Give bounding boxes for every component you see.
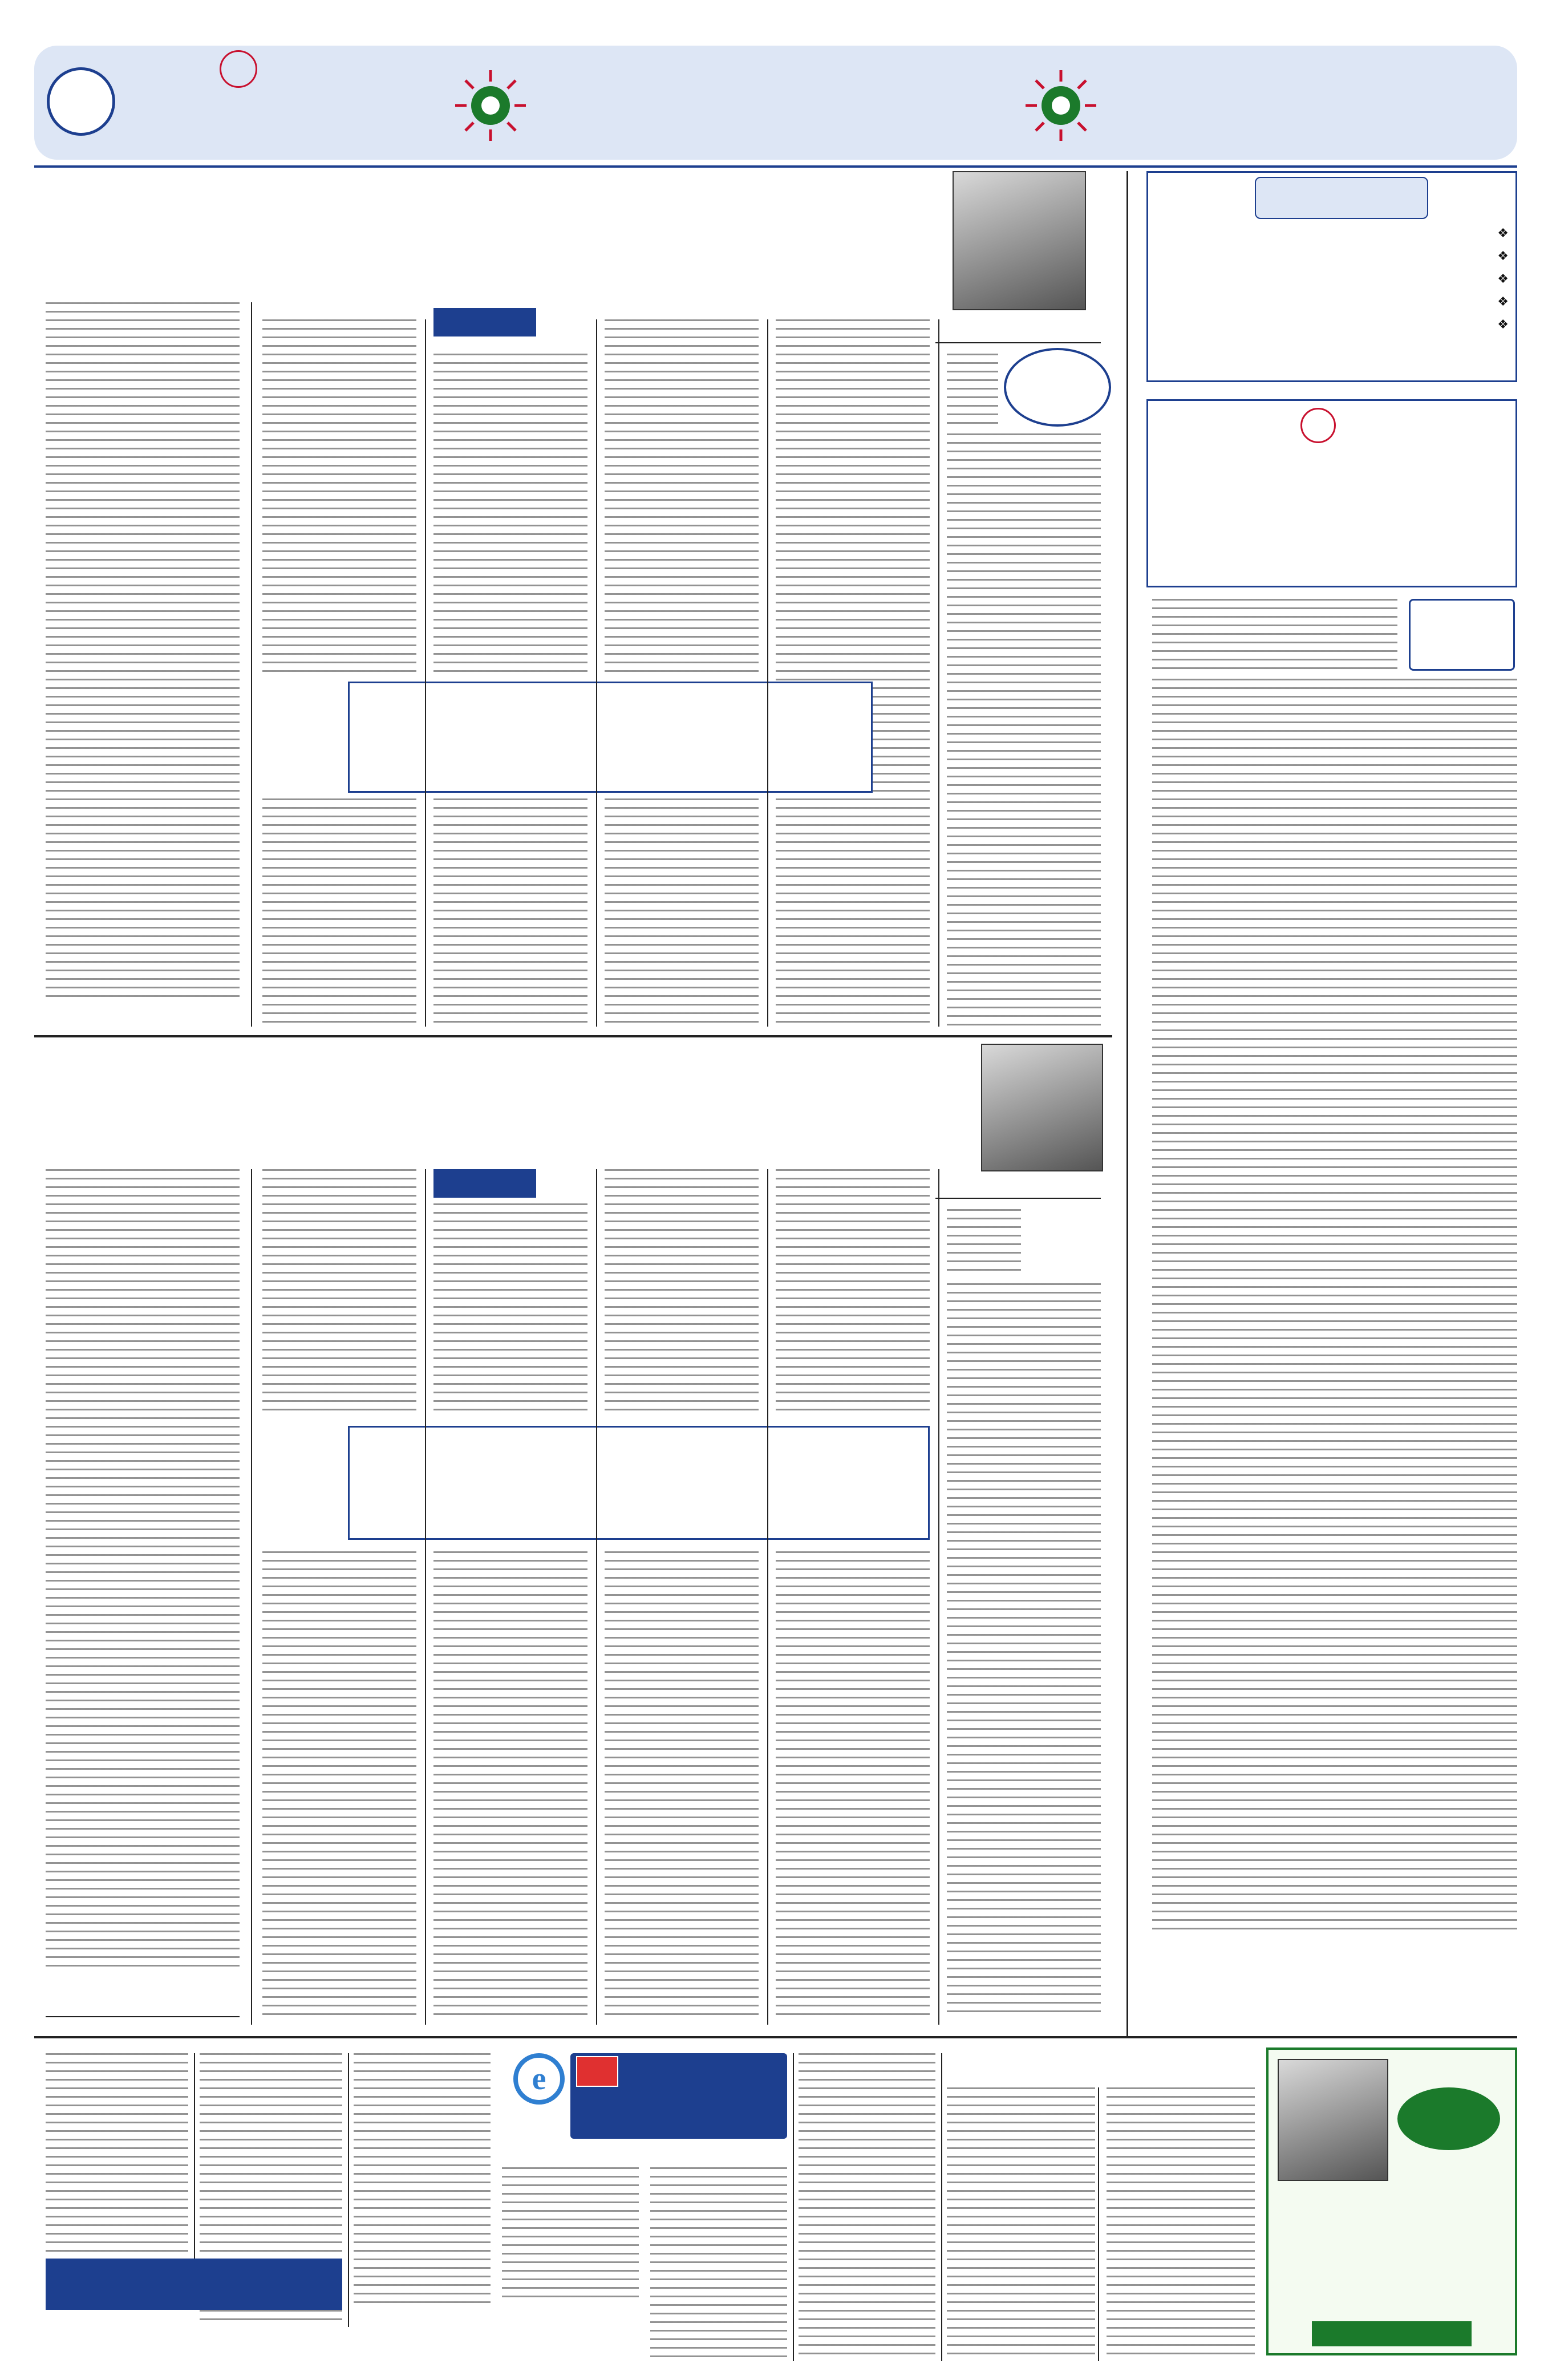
masthead-logo (143, 50, 331, 159)
article1-col-5b (262, 798, 416, 1027)
article2-col-5 (262, 1169, 416, 1414)
sun-ornament-right (1021, 66, 1101, 145)
qirtas-title (1158, 513, 1506, 576)
article1-col-1 (947, 433, 1101, 1027)
col-rule (348, 2053, 349, 2327)
poet-name (1312, 2321, 1472, 2346)
letter-col-2 (502, 2167, 639, 2298)
col-rule (938, 319, 939, 1027)
aqwal-title (1255, 177, 1428, 219)
article2-col-4b (433, 1551, 587, 2019)
masthead-divider (34, 165, 1517, 168)
col-rule (941, 2053, 942, 2361)
article1-col-6 (46, 302, 240, 1004)
letter-col-1 (650, 2167, 787, 2361)
author-rule (935, 1198, 1101, 1199)
article1-pull-quote (348, 682, 873, 793)
article2-col-3b (605, 1551, 759, 2019)
muslim-col-1 (1107, 2087, 1255, 2361)
article2-pull-quote (348, 1426, 930, 1540)
sidebar-text (1152, 679, 1517, 1933)
news-note-box (46, 2259, 342, 2310)
article1-col-3 (605, 319, 759, 673)
sidebar-text (1152, 599, 1397, 673)
article1-tag-dotok (433, 308, 536, 336)
author-photo-jawed (981, 1044, 1103, 1171)
article2-col-4 (433, 1203, 587, 1414)
article2-col-5b (262, 1551, 416, 2019)
article1-dropcap-palestine (1004, 348, 1111, 427)
col-rule (1098, 2087, 1099, 2361)
col-rule (767, 1169, 768, 2025)
col-rule (425, 319, 426, 1027)
col-rule (793, 2053, 794, 2361)
author-photo-hanif (953, 171, 1086, 310)
aqwal-item: ❖ (1497, 295, 1509, 309)
article2-col-1 (947, 1283, 1101, 2019)
poet-photo (1278, 2059, 1388, 2181)
col-rule (596, 1169, 597, 2025)
col-rule (194, 2053, 195, 2259)
article2-email (46, 2016, 240, 2020)
bottom-divider (34, 2036, 1517, 2038)
col-rule (596, 319, 597, 1027)
sidebar-logo-badge (1300, 408, 1336, 443)
sidebar-rule (1126, 171, 1128, 2036)
letter-col-3 (354, 2053, 491, 2304)
section-title-ur (1135, 57, 1500, 143)
author-rule (935, 342, 1101, 343)
aqwal-list (1155, 225, 1509, 339)
globe-icon: e (513, 2053, 565, 2105)
article2-tag-jaiza (433, 1169, 536, 1198)
col-rule (425, 1169, 426, 2025)
article1-col-4 (433, 354, 587, 673)
article1-headline (34, 188, 918, 302)
article1-col-5 (262, 319, 416, 673)
aaina-label (1397, 2087, 1500, 2150)
mail-icon (576, 2056, 618, 2087)
aqwal-item: ❖ (1497, 226, 1509, 241)
article1-col-4b (433, 798, 587, 1027)
col-rule (938, 1169, 939, 2025)
article1-col-1-top (947, 354, 998, 428)
page-number (47, 67, 115, 136)
col-rule (767, 319, 768, 1027)
sun-ornament-left (451, 66, 530, 145)
muslim-col-2 (947, 2087, 1095, 2361)
sidebar-tag-jamhuriat (1409, 599, 1515, 671)
muslim-col-3 (799, 2053, 935, 2361)
col-rule (251, 1169, 252, 2025)
article-divider (34, 1035, 1112, 1037)
col-rule (251, 302, 252, 1027)
article1-col-3b (605, 798, 759, 1027)
article2-col-2 (776, 1169, 930, 1414)
article1-col-2 (776, 319, 930, 1027)
logo-badge (220, 50, 257, 88)
article2-col-6 (46, 1169, 240, 1968)
article2-col-2b (776, 1551, 930, 2019)
aqwal-item: ❖ (1497, 249, 1509, 263)
aqwal-item: ❖ (1497, 318, 1509, 332)
aqwal-item: ❖ (1497, 272, 1509, 286)
article2-drop-cap (1027, 1209, 1101, 1278)
article2-headline (34, 1055, 970, 1146)
article2-col-3 (605, 1169, 759, 1414)
article2-col-1-top (947, 1209, 1021, 1278)
